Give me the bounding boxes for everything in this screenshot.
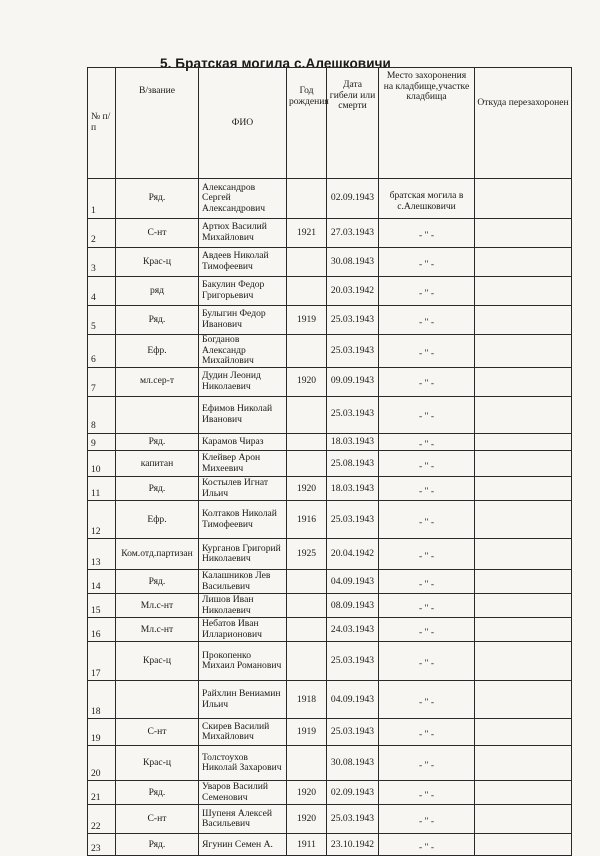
birth-year-cell: 1920 xyxy=(287,781,327,805)
rank-cell: Крас-ц xyxy=(116,746,199,781)
row-number: 4 xyxy=(88,277,116,306)
row-number: 14 xyxy=(88,570,116,594)
table-row xyxy=(88,681,572,719)
row-number: 16 xyxy=(88,618,116,642)
death-date-cell: 09.09.1943 xyxy=(327,367,379,396)
death-date-cell: 25.03.1943 xyxy=(327,642,379,681)
death-date-cell: 24.03.1943 xyxy=(327,618,379,642)
name-cell: Ягунин Семен А. xyxy=(199,834,287,856)
birth-year-cell: 1921 xyxy=(287,219,327,248)
row-number: 18 xyxy=(88,681,116,719)
header-rank: В/звание xyxy=(116,68,199,179)
name-cell: Булыгин Федор Иванович xyxy=(199,306,287,335)
table-row xyxy=(88,433,572,451)
row-number: 7 xyxy=(88,367,116,396)
table-row xyxy=(88,396,572,433)
rank-cell: Ряд. xyxy=(116,570,199,594)
death-date-cell: 25.03.1943 xyxy=(327,306,379,335)
row-number: 11 xyxy=(88,477,116,501)
table-row xyxy=(88,501,572,539)
table-row xyxy=(88,781,572,805)
reburied-from-cell xyxy=(475,746,572,781)
death-date-cell: 02.09.1943 xyxy=(327,781,379,805)
death-date-cell: 25.03.1943 xyxy=(327,396,379,433)
birth-year-cell: 1919 xyxy=(287,306,327,335)
burial-place-cell: - " - xyxy=(379,367,475,396)
death-date-cell: 20.04.1942 xyxy=(327,539,379,570)
table-body xyxy=(88,179,572,856)
burial-place-cell: - " - xyxy=(379,642,475,681)
birth-year-cell: 1920 xyxy=(287,805,327,834)
birth-year-cell: 1916 xyxy=(287,501,327,539)
row-number: 2 xyxy=(88,219,116,248)
reburied-from-cell xyxy=(475,719,572,746)
row-number: 6 xyxy=(88,335,116,368)
name-cell: Шупеня Алексей Васильевич xyxy=(199,805,287,834)
death-date-cell: 25.08.1943 xyxy=(327,451,379,477)
birth-year-cell: 1919 xyxy=(287,719,327,746)
burial-place-cell: - " - xyxy=(379,433,475,451)
burial-place-cell: - " - xyxy=(379,501,475,539)
death-date-cell: 25.03.1943 xyxy=(327,501,379,539)
reburied-from-cell xyxy=(475,335,572,368)
death-date-cell: 25.03.1943 xyxy=(327,335,379,368)
birth-year-cell xyxy=(287,618,327,642)
death-date-cell: 30.08.1943 xyxy=(327,746,379,781)
reburied-from-cell xyxy=(475,594,572,618)
death-date-cell: 18.03.1943 xyxy=(327,477,379,501)
reburied-from-cell xyxy=(475,306,572,335)
table-row xyxy=(88,719,572,746)
name-cell: Карамов Чираз xyxy=(199,433,287,451)
birth-year-cell xyxy=(287,179,327,219)
reburied-from-cell xyxy=(475,618,572,642)
rank-cell xyxy=(116,396,199,433)
rank-cell: Крас-ц xyxy=(116,642,199,681)
name-cell: Скирев Василий Михайлович xyxy=(199,719,287,746)
name-cell: Лишов Иван Николаевич xyxy=(199,594,287,618)
name-cell: Толстоухов Николай Захарович xyxy=(199,746,287,781)
reburied-from-cell xyxy=(475,248,572,277)
burial-place-cell: - " - xyxy=(379,719,475,746)
name-cell: Небатов Иван Илларионович xyxy=(199,618,287,642)
reburied-from-cell xyxy=(475,805,572,834)
name-cell: Калашников Лев Васильевич xyxy=(199,570,287,594)
rank-cell: Ряд. xyxy=(116,433,199,451)
rank-cell: Ком.отд.партизан xyxy=(116,539,199,570)
row-number: 1 xyxy=(88,179,116,219)
table-row xyxy=(88,594,572,618)
row-number: 3 xyxy=(88,248,116,277)
reburied-from-cell xyxy=(475,219,572,248)
death-date-cell: 23.10.1942 xyxy=(327,834,379,856)
table-row xyxy=(88,570,572,594)
name-cell: Артюх Василий Михайлович xyxy=(199,219,287,248)
name-cell: Костылев Игнат Ильич xyxy=(199,477,287,501)
table-row xyxy=(88,451,572,477)
name-cell: Авдеев Николай Тимофеевич xyxy=(199,248,287,277)
header-from: Откуда перезахоронен xyxy=(475,68,572,179)
birth-year-cell xyxy=(287,570,327,594)
burial-place-cell: - " - xyxy=(379,277,475,306)
birth-year-cell xyxy=(287,746,327,781)
death-date-cell: 02.09.1943 xyxy=(327,179,379,219)
rank-cell: Мл.с-нт xyxy=(116,618,199,642)
rank-cell: Ряд. xyxy=(116,179,199,219)
reburied-from-cell xyxy=(475,396,572,433)
rank-cell: Ефр. xyxy=(116,335,199,368)
reburied-from-cell xyxy=(475,781,572,805)
rank-cell: Мл.с-нт xyxy=(116,594,199,618)
row-number: 10 xyxy=(88,451,116,477)
burial-place-cell: - " - xyxy=(379,451,475,477)
name-cell: Александров Сергей Александрович xyxy=(199,179,287,219)
burial-place-cell: - " - xyxy=(379,396,475,433)
table-row xyxy=(88,539,572,570)
rank-cell: Ряд. xyxy=(116,781,199,805)
reburied-from-cell xyxy=(475,433,572,451)
reburied-from-cell xyxy=(475,501,572,539)
row-number: 17 xyxy=(88,642,116,681)
birth-year-cell xyxy=(287,396,327,433)
name-cell: Колтаков Николай Тимофеевич xyxy=(199,501,287,539)
table-row xyxy=(88,219,572,248)
burial-place-cell: - " - xyxy=(379,746,475,781)
birth-year-cell: 1925 xyxy=(287,539,327,570)
death-date-cell: 30.08.1943 xyxy=(327,248,379,277)
header-num: № п/п xyxy=(88,68,116,179)
table-row xyxy=(88,335,572,368)
row-number: 13 xyxy=(88,539,116,570)
row-number: 9 xyxy=(88,433,116,451)
birth-year-cell xyxy=(287,451,327,477)
name-cell: Дудин Леонид Николаевич xyxy=(199,367,287,396)
name-cell: Уваров Василий Семенович xyxy=(199,781,287,805)
burial-place-cell: - " - xyxy=(379,219,475,248)
burial-place-cell: - " - xyxy=(379,618,475,642)
rank-cell: С-нт xyxy=(116,805,199,834)
row-number: 21 xyxy=(88,781,116,805)
birth-year-cell xyxy=(287,335,327,368)
birth-year-cell: 1918 xyxy=(287,681,327,719)
birth-year-cell xyxy=(287,594,327,618)
birth-year-cell xyxy=(287,277,327,306)
burial-place-cell: - " - xyxy=(379,306,475,335)
table-row xyxy=(88,834,572,856)
header-year: Год рождения xyxy=(287,68,327,179)
birth-year-cell: 1920 xyxy=(287,477,327,501)
reburied-from-cell xyxy=(475,642,572,681)
rank-cell: капитан xyxy=(116,451,199,477)
burial-table xyxy=(87,67,572,856)
name-cell: Клейвер Арон Михеевич xyxy=(199,451,287,477)
table-header-row xyxy=(88,68,572,179)
burial-place-cell: - " - xyxy=(379,594,475,618)
table-row xyxy=(88,477,572,501)
rank-cell: Ефр. xyxy=(116,501,199,539)
burial-place-cell: братская могила в с.Алешковичи xyxy=(379,179,475,219)
burial-place-cell: - " - xyxy=(379,335,475,368)
death-date-cell: 27.03.1943 xyxy=(327,219,379,248)
burial-place-cell: - " - xyxy=(379,539,475,570)
birth-year-cell xyxy=(287,642,327,681)
death-date-cell: 04.09.1943 xyxy=(327,570,379,594)
burial-place-cell: - " - xyxy=(379,248,475,277)
row-number: 23 xyxy=(88,834,116,856)
row-number: 19 xyxy=(88,719,116,746)
row-number: 5 xyxy=(88,306,116,335)
burial-place-cell: - " - xyxy=(379,805,475,834)
header-date: Дата гибели или смерти xyxy=(327,68,379,179)
page-title: 5. Братская могила с.Алешковичи xyxy=(160,56,391,71)
reburied-from-cell xyxy=(475,477,572,501)
reburied-from-cell xyxy=(475,681,572,719)
rank-cell: мл.сер-т xyxy=(116,367,199,396)
birth-year-cell xyxy=(287,248,327,277)
table-row xyxy=(88,805,572,834)
burial-place-cell: - " - xyxy=(379,681,475,719)
rank-cell: С-нт xyxy=(116,219,199,248)
name-cell: Богданов Александр Михайлович xyxy=(199,335,287,368)
rank-cell xyxy=(116,681,199,719)
header-place: Место захоронения на кладбище,участке кладбища xyxy=(379,68,475,179)
reburied-from-cell xyxy=(475,451,572,477)
death-date-cell: 25.03.1943 xyxy=(327,805,379,834)
name-cell: Райхлин Вениамин Ильич xyxy=(199,681,287,719)
table-row xyxy=(88,642,572,681)
birth-year-cell: 1911 xyxy=(287,834,327,856)
rank-cell: Крас-ц xyxy=(116,248,199,277)
row-number: 20 xyxy=(88,746,116,781)
row-number: 8 xyxy=(88,396,116,433)
burial-place-cell: - " - xyxy=(379,570,475,594)
burial-place-cell: - " - xyxy=(379,781,475,805)
header-fio: ФИО xyxy=(199,68,287,179)
reburied-from-cell xyxy=(475,539,572,570)
rank-cell: Ряд. xyxy=(116,834,199,856)
death-date-cell: 20.03.1942 xyxy=(327,277,379,306)
row-number: 12 xyxy=(88,501,116,539)
name-cell: Курганов Григорий Николаевич xyxy=(199,539,287,570)
death-date-cell: 25.03.1943 xyxy=(327,719,379,746)
burial-place-cell: - " - xyxy=(379,477,475,501)
name-cell: Бакулин Федор Григорьевич xyxy=(199,277,287,306)
name-cell: Прокопенко Михаил Романович xyxy=(199,642,287,681)
birth-year-cell: 1920 xyxy=(287,367,327,396)
row-number: 15 xyxy=(88,594,116,618)
rank-cell: Ряд. xyxy=(116,306,199,335)
name-cell: Ефимов Николай Иванович xyxy=(199,396,287,433)
reburied-from-cell xyxy=(475,570,572,594)
birth-year-cell xyxy=(287,433,327,451)
table-row xyxy=(88,306,572,335)
burial-place-cell: - " - xyxy=(379,834,475,856)
table-row xyxy=(88,248,572,277)
rank-cell: Ряд. xyxy=(116,477,199,501)
table-row xyxy=(88,277,572,306)
table-row xyxy=(88,179,572,219)
reburied-from-cell xyxy=(475,834,572,856)
reburied-from-cell xyxy=(475,277,572,306)
reburied-from-cell xyxy=(475,179,572,219)
death-date-cell: 18.03.1943 xyxy=(327,433,379,451)
rank-cell: ряд xyxy=(116,277,199,306)
rank-cell: С-нт xyxy=(116,719,199,746)
row-number: 22 xyxy=(88,805,116,834)
death-date-cell: 04.09.1943 xyxy=(327,681,379,719)
table-row xyxy=(88,367,572,396)
table-row xyxy=(88,746,572,781)
reburied-from-cell xyxy=(475,367,572,396)
death-date-cell: 08.09.1943 xyxy=(327,594,379,618)
table-row xyxy=(88,618,572,642)
